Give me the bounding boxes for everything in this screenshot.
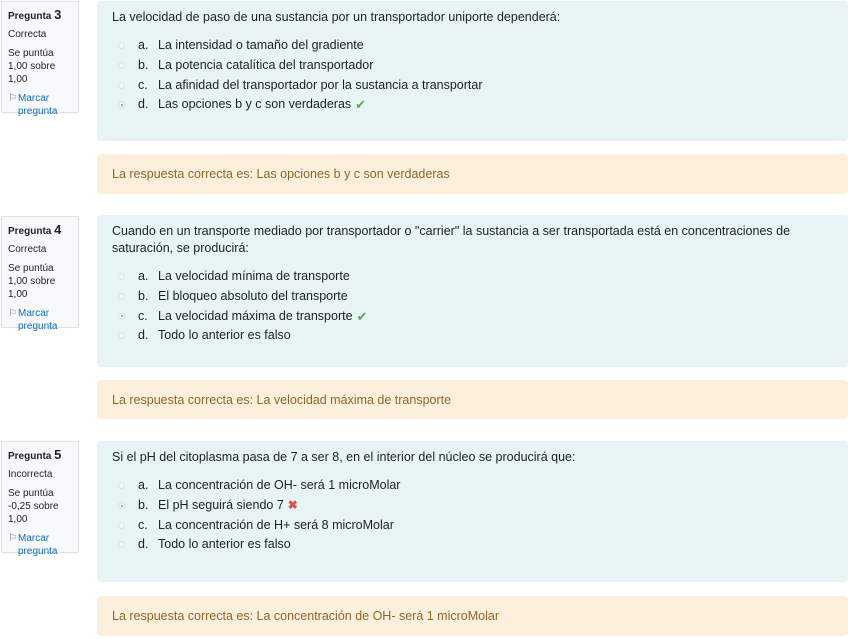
- option-text: Las opciones b y c son verdaderas: [158, 97, 352, 112]
- option-text: La potencia catalítica del transportador: [158, 58, 374, 73]
- question-info-3: [1, 1, 79, 117]
- cross-icon: ✖: [287, 498, 298, 513]
- option-letter: c.: [138, 308, 148, 323]
- flag-icon: ⚐: [8, 533, 17, 544]
- answer-option-c[interactable]: [112, 75, 833, 95]
- flag-icon: ⚐: [8, 308, 17, 319]
- question-state: Correcta: [8, 29, 47, 40]
- question-state: Incorrecta: [8, 469, 53, 480]
- option-text: La velocidad mínima de transporte: [158, 269, 350, 284]
- option-text: La velocidad máxima de transporte: [158, 308, 353, 323]
- option-letter: d.: [138, 537, 149, 552]
- option-text: El pH seguirá siendo 7: [158, 498, 284, 513]
- question-grade: Se puntúa 1,00 sobre 1,00: [8, 263, 56, 300]
- option-letter: b.: [138, 289, 149, 304]
- answer-option-d[interactable]: [112, 535, 833, 555]
- answer-option-c[interactable]: [112, 306, 833, 326]
- option-text: La afinidad del transportador por la sustancia a transportar: [158, 77, 483, 92]
- answer-radio[interactable]: [118, 482, 125, 489]
- answer-radio[interactable]: [118, 273, 125, 280]
- option-letter: d.: [138, 328, 149, 343]
- question-number-value: 5: [54, 447, 62, 462]
- question-number: [8, 8, 72, 23]
- question-state: Correcta: [8, 244, 47, 255]
- answer-option-b[interactable]: [112, 287, 833, 307]
- answer-option-b[interactable]: [112, 496, 833, 516]
- question-text: La velocidad de paso de una sustancia por un transportador uniporte dependerá:: [112, 10, 561, 24]
- question-grade: Se puntúa 1,00 sobre 1,00: [8, 48, 56, 85]
- answer-radio[interactable]: [118, 42, 125, 49]
- answer-option-c[interactable]: [112, 515, 833, 535]
- answer-option-a[interactable]: [112, 476, 833, 496]
- flag-label: Marcar pregunta: [18, 93, 58, 117]
- question-number-value: 3: [54, 7, 62, 22]
- flag-question-link[interactable]: [8, 92, 72, 118]
- answer-radio-selected[interactable]: [118, 313, 125, 320]
- question-content-5: [97, 441, 848, 582]
- option-text: La concentración de OH- será 1 microMolar: [158, 478, 401, 493]
- question-number: [8, 448, 72, 463]
- question-number-value: 4: [54, 222, 62, 237]
- question-grade: Se puntúa -0,25 sobre 1,00: [8, 488, 59, 525]
- question-number: [8, 223, 72, 238]
- answer-radio[interactable]: [118, 332, 125, 339]
- question-info-5: [1, 441, 79, 557]
- check-icon: ✔: [355, 97, 367, 113]
- answer-option-d[interactable]: [112, 326, 833, 346]
- answer-radio[interactable]: [118, 541, 125, 548]
- flag-question-link[interactable]: [8, 307, 72, 333]
- flag-icon: ⚐: [8, 93, 17, 104]
- option-letter: a.: [138, 38, 149, 53]
- question-info-4: [1, 216, 79, 332]
- option-letter: d.: [138, 97, 149, 112]
- answer-radio-selected[interactable]: [118, 101, 125, 108]
- answer-option-b[interactable]: [112, 56, 833, 76]
- option-letter: b.: [138, 498, 149, 513]
- answer-option-d[interactable]: [112, 95, 833, 115]
- option-letter: c.: [138, 517, 148, 532]
- question-label: Pregunta: [8, 226, 52, 237]
- flag-label: Marcar pregunta: [18, 533, 58, 557]
- answer-option-a[interactable]: [112, 36, 833, 56]
- answer-radio[interactable]: [118, 62, 125, 69]
- feedback-4: La respuesta correcta es: La velocidad máxima de transporte: [97, 380, 848, 419]
- option-letter: b.: [138, 58, 149, 73]
- option-text: La intensidad o tamaño del gradiente: [158, 38, 364, 53]
- answer-radio[interactable]: [118, 522, 125, 529]
- option-letter: a.: [138, 478, 149, 493]
- answer-radio[interactable]: [118, 293, 125, 300]
- answer-option-a[interactable]: [112, 267, 833, 287]
- flag-label: Marcar pregunta: [18, 308, 58, 332]
- question-content-4: [97, 215, 848, 367]
- question-content-3: [97, 1, 848, 141]
- answer-radio-selected[interactable]: [118, 502, 125, 509]
- option-text: Todo lo anterior es falso: [158, 328, 291, 343]
- feedback-3: La respuesta correcta es: Las opciones b y c son verdaderas: [97, 154, 848, 194]
- option-letter: c.: [138, 77, 148, 92]
- question-label: Pregunta: [8, 451, 52, 462]
- option-letter: a.: [138, 269, 149, 284]
- question-text: Cuando en un transporte mediado por transportador o "carrier" la sustancia a ser transportada está en concentraciones de saturación, se producirá:: [112, 224, 791, 255]
- feedback-5: La respuesta correcta es: La concentración de OH- será 1 microMolar: [97, 596, 848, 636]
- option-text: El bloqueo absoluto del transporte: [158, 289, 348, 304]
- option-text: La concentración de H+ será 8 microMolar: [158, 517, 394, 532]
- answer-radio[interactable]: [118, 82, 125, 89]
- option-text: Todo lo anterior es falso: [158, 537, 291, 552]
- check-icon: ✔: [356, 308, 368, 324]
- flag-question-link[interactable]: [8, 532, 72, 558]
- question-label: Pregunta: [8, 11, 52, 22]
- question-text: Si el pH del citoplasma pasa de 7 a ser 8, en el interior del núcleo se producirá que:: [112, 450, 576, 464]
